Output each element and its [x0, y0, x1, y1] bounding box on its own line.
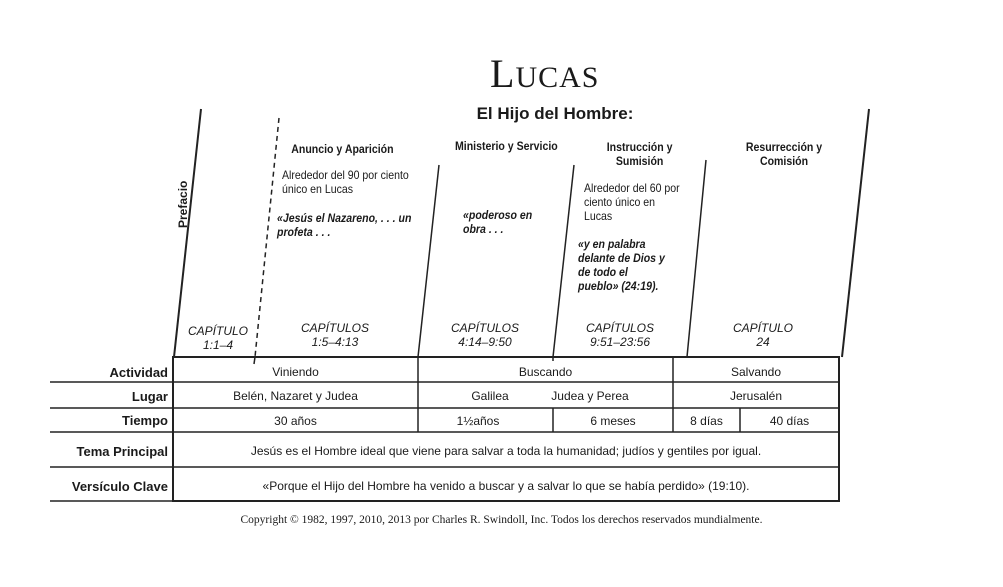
section-heading: Resurrección y Comisión — [745, 140, 823, 168]
section-quote: «y en palabra delante de Dios y de todo el pueblo» (24:19). — [578, 237, 665, 293]
chapter-label: CAPÍTULOS 4:14–9:50 — [450, 321, 519, 349]
row-label-actividad: Actividad — [109, 365, 168, 380]
section-quote: «poderoso en obra . . . — [463, 208, 533, 236]
table-cell: 6 meses — [590, 414, 636, 428]
row-label-tema: Tema Principal — [76, 444, 168, 459]
page-title: LUCAS — [490, 51, 600, 96]
table-cell: Jerusalén — [729, 389, 783, 403]
table-cell-versiculo: «Porque el Hijo del Hombre ha venido a buscar y a salvar lo que se había perdido» (19:10). — [262, 479, 750, 493]
table-cell: Judea y Perea — [551, 389, 629, 403]
row-label-versiculo: Versículo Clave — [71, 479, 168, 494]
section-quote: «Jesús el Nazareno, . . . un profeta . . . — [277, 211, 412, 239]
table-cell: 1½años — [456, 414, 500, 428]
row-label-lugar: Lugar — [131, 389, 168, 404]
table-cell: Belén, Nazaret y Judea — [233, 389, 358, 403]
chapter-label: CAPÍTULO 1:1–4 — [187, 324, 248, 352]
prefacio-label: Prefacio — [176, 180, 190, 228]
section-heading: Anuncio y Aparición — [291, 142, 394, 156]
table-cell: Viniendo — [272, 365, 319, 379]
table-cell-tema: Jesús es el Hombre ideal que viene para salvar a toda la humanidad; judíos y gentiles por igual. — [250, 444, 762, 458]
section-heading: Instrucción y Sumisión — [606, 140, 673, 168]
right-border-line — [842, 109, 869, 357]
section-heading: Ministerio y Servicio — [455, 139, 558, 153]
subtitle: El Hijo del Hombre: — [476, 104, 634, 123]
copyright: Copyright © 1982, 1997, 2010, 2013 por Charles R. Swindoll, Inc. Todos los derechos reservados mundialmente. — [240, 514, 763, 526]
divider-line — [687, 160, 706, 357]
table-cell: 30 años — [274, 414, 317, 428]
left-border-line — [174, 109, 201, 357]
row-label-tiempo: Tiempo — [122, 413, 168, 428]
chapter-label: CAPÍTULOS 9:51–23:56 — [585, 321, 654, 349]
section-note: Alrededor del 90 por ciento único en Lucas — [282, 168, 409, 196]
chapter-label: CAPÍTULOS 1:5–4:13 — [300, 321, 369, 349]
chapter-label: CAPÍTULO 24 — [732, 321, 793, 349]
table-cell: 40 días — [769, 414, 810, 428]
section-note: Alrededor del 60 por ciento único en Lucas — [584, 181, 680, 223]
table-cell: 8 días — [690, 414, 723, 428]
table-cell: Galilea — [471, 389, 509, 403]
table-cell: Salvando — [730, 365, 782, 379]
table-cell: Buscando — [518, 365, 573, 379]
